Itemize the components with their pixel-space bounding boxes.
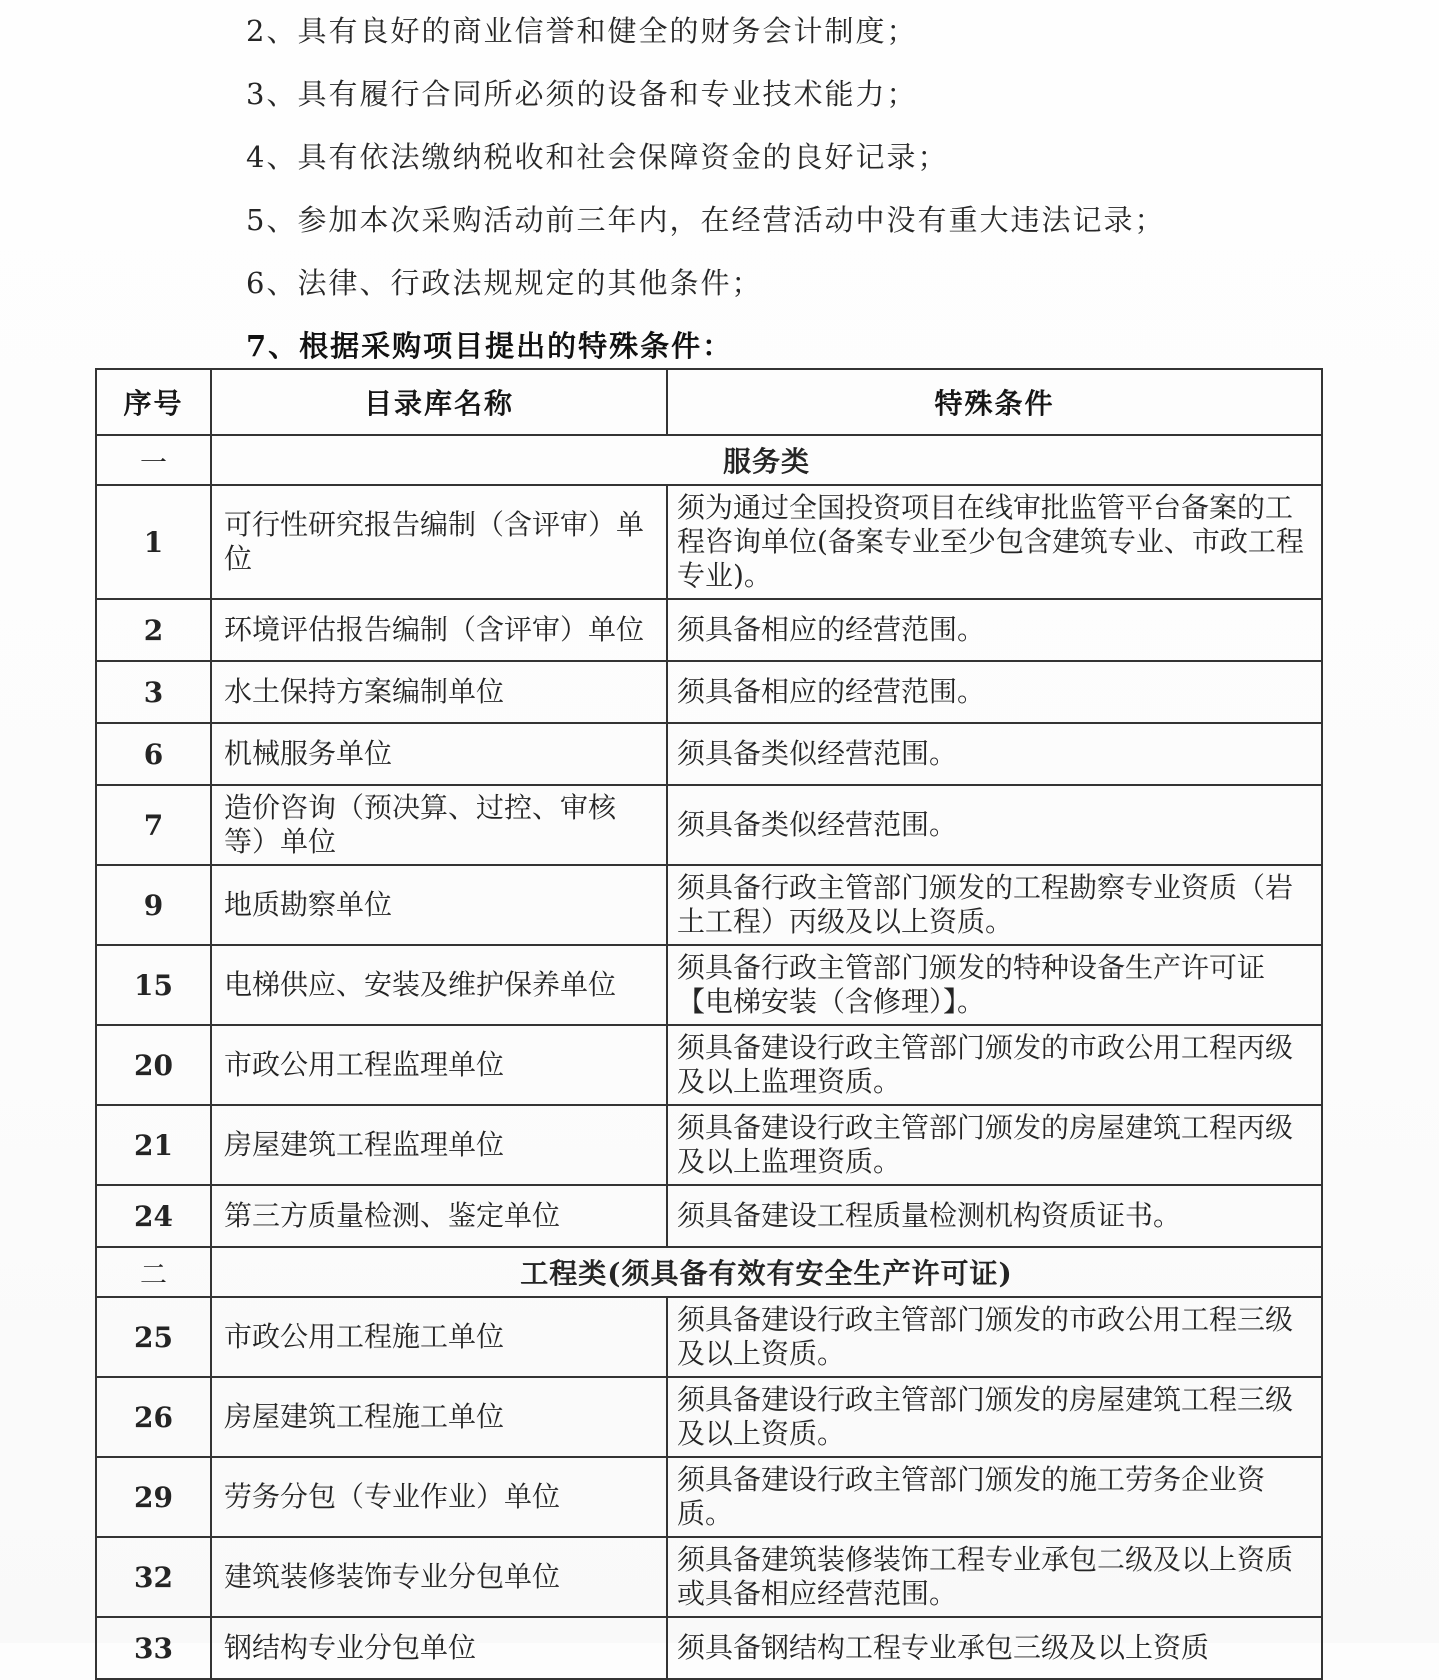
serial-number-cell: 9 xyxy=(96,865,211,945)
special-condition-cell: 须为通过全国投资项目在线审批监管平台备案的工程咨询单位(备案专业至少包含建筑专业、市政工程专业)。 xyxy=(667,485,1322,599)
table-row xyxy=(96,1617,1322,1679)
serial-number-cell: 29 xyxy=(96,1457,211,1537)
special-condition-cell: 须具备建设行政主管部门颁发的房屋建筑工程三级及以上资质。 xyxy=(667,1377,1322,1457)
serial-number-cell: 20 xyxy=(96,1025,211,1105)
table-header-row xyxy=(96,369,1322,435)
table-row xyxy=(96,485,1322,599)
special-condition-cell: 须具备行政主管部门颁发的工程勘察专业资质（岩土工程）丙级及以上资质。 xyxy=(667,865,1322,945)
conditions-list xyxy=(246,16,1396,394)
table-row xyxy=(96,1457,1322,1537)
catalog-name-cell: 劳务分包（专业作业）单位 xyxy=(211,1457,667,1537)
serial-number-cell: 33 xyxy=(96,1617,211,1679)
catalog-name-cell: 环境评估报告编制（含评审）单位 xyxy=(211,599,667,661)
table-row xyxy=(96,1025,1322,1105)
serial-number-cell: 26 xyxy=(96,1377,211,1457)
serial-number-cell: 2 xyxy=(96,599,211,661)
table-row xyxy=(96,785,1322,865)
condition-item: 4、具有依法缴纳税收和社会保障资金的良好记录； xyxy=(246,140,949,174)
special-conditions-table xyxy=(95,368,1323,1680)
serial-number-cell: 1 xyxy=(96,485,211,599)
table-row xyxy=(96,661,1322,723)
catalog-name-cell: 市政公用工程监理单位 xyxy=(211,1025,667,1105)
special-condition-cell: 须具备钢结构工程专业承包三级及以上资质 xyxy=(667,1617,1322,1679)
catalog-name-cell: 钢结构专业分包单位 xyxy=(211,1617,667,1679)
serial-number-cell: 24 xyxy=(96,1185,211,1247)
catalog-name-cell: 造价咨询（预决算、过控、审核等）单位 xyxy=(211,785,667,865)
special-condition-cell: 须具备建筑装修装饰工程专业承包二级及以上资质或具备相应经营范围。 xyxy=(667,1537,1322,1617)
special-condition-cell: 须具备建设行政主管部门颁发的施工劳务企业资质。 xyxy=(667,1457,1322,1537)
condition-item: 6、法律、行政法规规定的其他条件； xyxy=(246,266,763,300)
serial-number-cell: 二 xyxy=(96,1247,211,1297)
serial-number-cell: 25 xyxy=(96,1297,211,1377)
catalog-name-cell: 可行性研究报告编制（含评审）单位 xyxy=(211,485,667,599)
catalog-name-cell: 水土保持方案编制单位 xyxy=(211,661,667,723)
catalog-name-cell: 建筑装修装饰专业分包单位 xyxy=(211,1537,667,1617)
condition-item: 3、具有履行合同所必须的设备和专业技术能力； xyxy=(246,77,918,111)
section-row xyxy=(96,1247,1322,1297)
table-row xyxy=(96,865,1322,945)
special-condition-cell: 须具备建设行政主管部门颁发的市政公用工程丙级及以上监理资质。 xyxy=(667,1025,1322,1105)
serial-number-cell: 6 xyxy=(96,723,211,785)
table-row xyxy=(96,1105,1322,1185)
serial-number-cell: 15 xyxy=(96,945,211,1025)
special-condition-cell: 须具备相应的经营范围。 xyxy=(667,661,1322,723)
table-row xyxy=(96,945,1322,1025)
special-condition-cell: 须具备类似经营范围。 xyxy=(667,785,1322,865)
serial-number-cell: 21 xyxy=(96,1105,211,1185)
table-row xyxy=(96,599,1322,661)
serial-number-cell: 7 xyxy=(96,785,211,865)
catalog-name-cell: 电梯供应、安装及维护保养单位 xyxy=(211,945,667,1025)
special-condition-cell: 须具备相应的经营范围。 xyxy=(667,599,1322,661)
condition-item: 5、参加本次采购活动前三年内，在经营活动中没有重大违法记录； xyxy=(246,203,1166,237)
special-condition-cell: 须具备建设行政主管部门颁发的市政公用工程三级及以上资质。 xyxy=(667,1297,1322,1377)
special-condition-cell: 须具备建设行政主管部门颁发的房屋建筑工程丙级及以上监理资质。 xyxy=(667,1105,1322,1185)
special-condition-cell: 须具备类似经营范围。 xyxy=(667,723,1322,785)
serial-number-cell: 32 xyxy=(96,1537,211,1617)
condition-item: 7、根据采购项目提出的特殊条件： xyxy=(246,329,734,363)
table-row xyxy=(96,1185,1322,1247)
table-row xyxy=(96,723,1322,785)
catalog-name-cell: 房屋建筑工程监理单位 xyxy=(211,1105,667,1185)
col-header-condition: 特殊条件 xyxy=(667,369,1322,435)
catalog-name-cell: 第三方质量检测、鉴定单位 xyxy=(211,1185,667,1247)
table-row xyxy=(96,1297,1322,1377)
catalog-name-cell: 地质勘察单位 xyxy=(211,865,667,945)
section-row xyxy=(96,435,1322,485)
col-header-serial: 序号 xyxy=(96,369,211,435)
section-label-cell: 服务类 xyxy=(211,435,1322,485)
table-row xyxy=(96,1377,1322,1457)
serial-number-cell: 一 xyxy=(96,435,211,485)
catalog-name-cell: 市政公用工程施工单位 xyxy=(211,1297,667,1377)
special-condition-cell: 须具备行政主管部门颁发的特种设备生产许可证【电梯安装（含修理）】。 xyxy=(667,945,1322,1025)
special-condition-cell: 须具备建设工程质量检测机构资质证书。 xyxy=(667,1185,1322,1247)
catalog-name-cell: 房屋建筑工程施工单位 xyxy=(211,1377,667,1457)
catalog-name-cell: 机械服务单位 xyxy=(211,723,667,785)
table-row xyxy=(96,1537,1322,1617)
condition-item: 2、具有良好的商业信誉和健全的财务会计制度； xyxy=(246,14,918,48)
section-label-cell: 工程类(须具备有效有安全生产许可证) xyxy=(211,1247,1322,1297)
col-header-catalog: 目录库名称 xyxy=(211,369,667,435)
serial-number-cell: 3 xyxy=(96,661,211,723)
